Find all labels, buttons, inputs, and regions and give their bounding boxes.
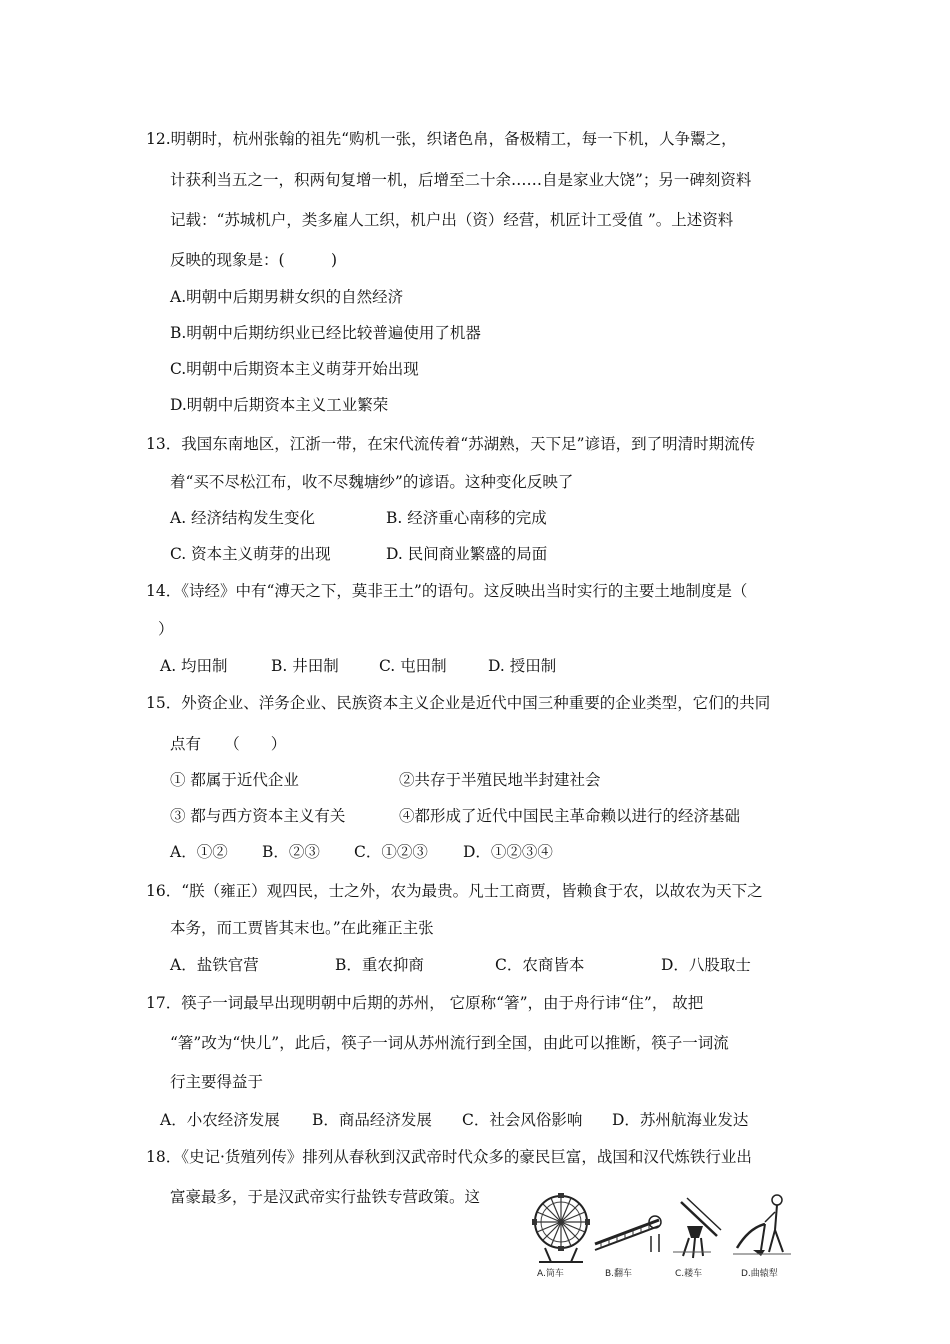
q15-option-c: C．①②③ xyxy=(354,843,428,861)
caption-b: B.翻车 xyxy=(605,1269,633,1279)
caption-d: D.曲辕犁 xyxy=(741,1269,778,1279)
q18-line-1: 18．《史记·货殖列传》排列从春秋到汉武帝时代众多的豪民巨富，战国和汉代炼铁行业出 xyxy=(146,1148,752,1166)
q12-line-1: 12.明朝时，杭州张翰的祖先“购机一张，织诸色帛，备极精工，每一下机，人争鬻之， xyxy=(146,130,737,148)
q17-option-a: A．小农经济发展 xyxy=(160,1111,280,1129)
q14-option-d: D. 授田制 xyxy=(488,657,557,675)
q16-option-c: C．农商皆本 xyxy=(495,956,585,974)
q15-statement-3: ③ 都与西方资本主义有关 xyxy=(170,807,346,825)
caption-c: C.耧车 xyxy=(675,1269,703,1279)
q15-option-a: A．①② xyxy=(170,843,228,861)
q16-line-2: 本务，而工贾皆其末也。”在此雍正主张 xyxy=(170,919,434,937)
q14-line-1: 14．《诗经》中有“溥天之下，莫非王土”的语句。这反映出当时实行的主要土地制度是（ xyxy=(146,582,748,600)
q17-line-1: 17．筷子一词最早出现明朝中后期的苏州， 它原称“箸”，由于舟行讳“住”， 故把 xyxy=(146,994,704,1012)
q15-line-2: 点有 （ ） xyxy=(170,735,287,753)
q13-line-2: 着“买不尽松江布，收不尽魏塘纱”的谚语。这种变化反映了 xyxy=(170,473,574,491)
q12-line-2: 计获利当五之一，积两旬复增一机，后增至二十余……自是家业大饶”；另一碑刻资料 xyxy=(170,171,752,189)
water-wheel-icon xyxy=(531,1192,591,1268)
caption-a: A.筒车 xyxy=(537,1269,564,1279)
q17-option-d: D．苏州航海业发达 xyxy=(612,1111,749,1129)
q15-option-d: D．①②③④ xyxy=(463,843,553,861)
farm-tools-figure xyxy=(527,1192,795,1282)
q16-option-d: D．八股取士 xyxy=(661,956,751,974)
chain-pump-icon xyxy=(591,1192,663,1268)
q12-option-d: D.明朝中后期资本主义工业繁荣 xyxy=(170,396,389,414)
q15-line-1: 15．外资企业、洋务企业、民族资本主义企业是近代中国三种重要的企业类型，它们的共同 xyxy=(146,694,771,712)
q17-line-3: 行主要得益于 xyxy=(170,1073,264,1091)
q13-line-1: 13．我国东南地区，江浙一带，在宋代流传着“苏湖熟，天下足”谚语，到了明清时期流传 xyxy=(146,435,756,453)
q12-line-4: 反映的现象是：( ) xyxy=(170,251,338,269)
q16-line-1: 16．“朕（雍正）观四民，士之外，农为最贵。凡士工商贾，皆赖食于农，以故农为天下之 xyxy=(146,882,763,900)
q16-option-a: A．盐铁官营 xyxy=(170,956,259,974)
q14-option-a: A. 均田制 xyxy=(160,657,228,675)
q13-option-c: C. 资本主义萌芽的出现 xyxy=(170,545,331,563)
q14-line-2: ） xyxy=(158,620,174,638)
q12-option-a: A.明朝中后期男耕女织的自然经济 xyxy=(170,288,404,306)
curved-plow-icon xyxy=(731,1192,795,1268)
q17-option-b: B．商品经济发展 xyxy=(312,1111,432,1129)
seed-drill-icon xyxy=(667,1192,727,1268)
q15-statement-1: ① 都属于近代企业 xyxy=(170,771,299,789)
q13-option-a: A. 经济结构发生变化 xyxy=(170,509,316,527)
q12-option-b: B.明朝中后期纺织业已经比较普遍使用了机器 xyxy=(170,324,481,342)
q14-option-c: C. 屯田制 xyxy=(379,657,447,675)
q17-line-2: “箸”改为“快儿”，此后，筷子一词从苏州流行到全国，由此可以推断，筷子一词流 xyxy=(170,1034,729,1052)
q12-line-3: 记载：“苏城机户，类多雇人工织，机户出（资）经营，机匠计工受值 ”。上述资料 xyxy=(170,211,734,229)
q15-statement-2: ②共存于半殖民地半封建社会 xyxy=(399,771,601,789)
q17-option-c: C．社会风俗影响 xyxy=(462,1111,583,1129)
q12-option-c: C.明朝中后期资本主义萌芽开始出现 xyxy=(170,360,419,378)
q15-option-b: B．②③ xyxy=(262,843,320,861)
q14-option-b: B. 井田制 xyxy=(271,657,339,675)
q18-line-2: 富豪最多，于是汉武帝实行盐铁专营政策。这 xyxy=(170,1188,481,1206)
q13-option-d: D. 民间商业繁盛的局面 xyxy=(386,545,548,563)
q16-option-b: B．重农抑商 xyxy=(335,956,424,974)
q13-option-b: B. 经济重心南移的完成 xyxy=(386,509,547,527)
q15-statement-4: ④都形成了近代中国民主革命赖以进行的经济基础 xyxy=(399,807,741,825)
